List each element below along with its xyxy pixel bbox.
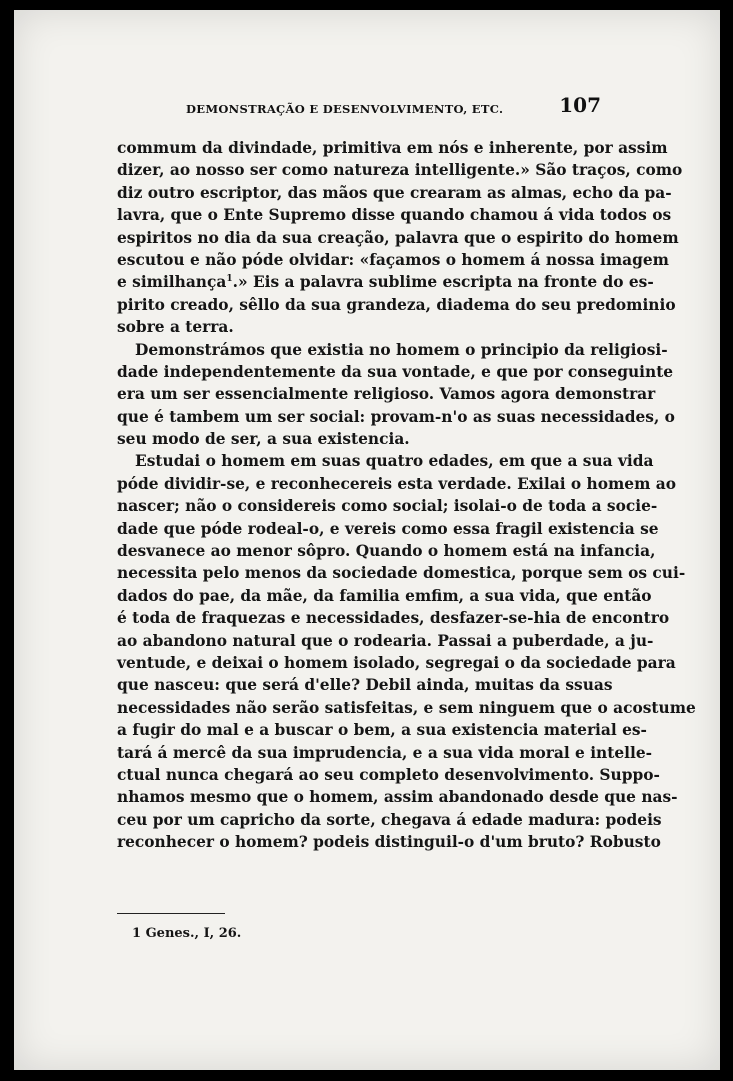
text-line: commum da divindade, primitiva em nós e inherente, por assim xyxy=(117,139,668,157)
text-line: nascer; não o considereis como social; isolai-o de toda a socie- xyxy=(117,497,658,516)
text-line: reconhecer o homem? podeis distinguil-o d'um bruto? Robusto xyxy=(117,833,661,852)
text-line: que nasceu: que será d'elle? Debil ainda, muitas da ssuas xyxy=(117,676,613,695)
text-line: que é tambem um ser social: provam-n'o as suas necessidades, o xyxy=(117,407,675,426)
text-line: a fugir do mal e a buscar o bem, a sua existencia material es- xyxy=(117,721,647,740)
text-line-with-footnote xyxy=(117,271,654,293)
body-text xyxy=(117,137,696,854)
text-line: tará á mercê da sua imprudencia, e a sua vida moral e intelle- xyxy=(117,743,653,762)
text-line: dade que póde rodeal-o, e vereis como essa fragil existencia se xyxy=(117,519,659,538)
text-line: necessidades não serão satisfeitas, e sem ninguem que o acostume xyxy=(117,698,696,717)
text-line: desvanece ao menor sôpro. Quando o homem está na infancia, xyxy=(117,542,656,561)
text-line: pirito creado, sêllo da sua grandeza, diadema do seu predominio xyxy=(117,295,676,314)
book-page xyxy=(14,10,720,1070)
text-line: é toda de fraquezas e necessidades, desfazer-se-hia de encontro xyxy=(117,609,670,628)
running-head: DEMONSTRAÇÃO E DESENVOLVIMENTO, ETC. xyxy=(186,102,504,116)
text-line: dados do pae, da mãe, da familia emfim, a sua vida, que então xyxy=(117,586,652,605)
text-line: seu modo de ser, a sua existencia. xyxy=(117,430,410,449)
page-number: 107 xyxy=(559,93,601,117)
text-line: nhamos mesmo que o homem, assim abandonado desde que nas- xyxy=(117,788,678,807)
text-line: diz outro escriptor, das mãos que crearam as almas, echo da pa- xyxy=(117,183,672,202)
text-line: dizer, ao nosso ser como natureza intelligente.» São traços, como xyxy=(117,161,683,180)
text-line: ventude, e deixai o homem isolado, segregai o da sociedade para xyxy=(117,653,676,672)
footnote-reference: 1 xyxy=(226,274,233,285)
text-line: ao abandono natural que o rodearia. Passai a puberdade, a ju- xyxy=(117,631,654,650)
text-line: dade independentemente da sua vontade, e que por conseguinte xyxy=(117,362,674,381)
text-line: ctual nunca chegará ao seu completo desenvolvimento. Suppo- xyxy=(117,765,660,784)
paragraph-start: Estudai o homem em suas quatro edades, em que a sua vida xyxy=(135,452,654,471)
footnote-text: Genes., I, 26. xyxy=(145,926,242,941)
text-fragment: .» Eis a palavra sublime escripta na fronte do es- xyxy=(232,273,654,292)
text-line: póde dividir-se, e reconhecereis esta verdade. Exilai o homem ao xyxy=(117,474,676,493)
text-line: era um ser essencialmente religioso. Vamos agora demonstrar xyxy=(117,385,656,404)
page-header xyxy=(186,90,601,120)
text-line: necessita pelo menos da sociedade domestica, porque sem os cui- xyxy=(117,564,686,583)
paragraph-start: Demonstrámos que existia no homem o principio da religiosi- xyxy=(135,340,668,359)
text-line: escutou e não póde olvidar: «façamos o homem á nossa imagem xyxy=(117,250,669,269)
footnote-marker: 1 xyxy=(132,926,142,941)
text-line: sobre a terra. xyxy=(117,318,234,337)
text-line: lavra, que o Ente Supremo disse quando chamou á vida todos os xyxy=(117,206,672,225)
text-fragment: e similhança xyxy=(117,273,227,292)
footnote xyxy=(132,926,241,941)
text-line: ceu por um capricho da sorte, chegava á edade madura: podeis xyxy=(117,810,662,829)
footnote-rule xyxy=(117,913,225,914)
text-line: espiritos no dia da sua creação, palavra que o espirito do homem xyxy=(117,228,679,247)
